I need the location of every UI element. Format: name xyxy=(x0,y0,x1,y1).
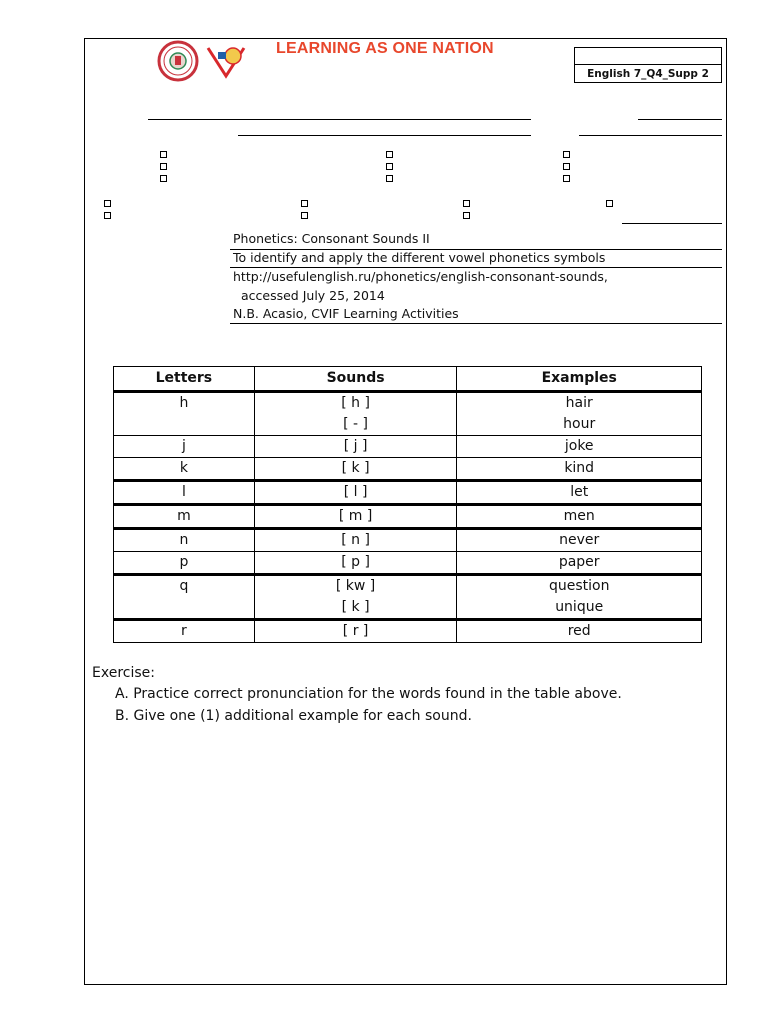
checkbox[interactable] xyxy=(104,200,111,207)
page-title: LEARNING AS ONE NATION xyxy=(276,40,494,57)
examples-cell: never xyxy=(457,529,702,552)
table-row xyxy=(114,392,702,436)
table-row xyxy=(114,552,702,575)
checkbox[interactable] xyxy=(301,212,308,219)
exercise-item-a: A. Practice correct pronunciation for the words found in the table above. xyxy=(115,686,622,702)
sounds-cell: [ j ] xyxy=(254,436,457,458)
checkbox[interactable] xyxy=(563,163,570,170)
checkbox[interactable] xyxy=(563,175,570,182)
table-row xyxy=(114,529,702,552)
checkbox[interactable] xyxy=(160,163,167,170)
code-box-divider xyxy=(575,64,721,65)
checkbox[interactable] xyxy=(563,151,570,158)
examples-cell: let xyxy=(457,481,702,505)
sounds-cell: [ p ] xyxy=(254,552,457,575)
table-header-row xyxy=(114,367,702,392)
reference-text: http://usefulenglish.ru/phonetics/english-consonant-sounds, xyxy=(233,269,608,284)
header-sounds: Sounds xyxy=(254,367,457,392)
sounds-cell: [ k ] xyxy=(254,458,457,481)
letter-cell: q xyxy=(114,575,255,620)
topic-text: Phonetics: Consonant Sounds II xyxy=(233,231,430,246)
document-code: English 7_Q4_Supp 2 xyxy=(587,68,709,80)
table-row xyxy=(114,505,702,529)
table-row xyxy=(114,458,702,481)
checkbox[interactable] xyxy=(301,200,308,207)
checkbox[interactable] xyxy=(463,212,470,219)
sound-symbol: [ - ] xyxy=(343,416,369,432)
header-examples: Examples xyxy=(457,367,702,392)
letter-cell: k xyxy=(114,458,255,481)
reference-date: accessed July 25, 2014 xyxy=(241,288,385,303)
example-word: hair xyxy=(565,395,593,411)
checkbox[interactable] xyxy=(386,175,393,182)
table-row xyxy=(114,436,702,458)
sounds-cell: [ l ] xyxy=(254,481,457,505)
sounds-cell: [ m ] xyxy=(254,505,457,529)
letter-cell: j xyxy=(114,436,255,458)
blank-line xyxy=(238,135,531,136)
checkbox[interactable] xyxy=(463,200,470,207)
blank-line xyxy=(148,119,531,120)
sound-symbol: [ h ] xyxy=(341,395,370,411)
blank-line xyxy=(579,135,722,136)
blank-line xyxy=(622,223,722,224)
sounds-cell xyxy=(254,575,457,620)
consonant-table xyxy=(113,366,702,643)
examples-cell: joke xyxy=(457,436,702,458)
checkbox[interactable] xyxy=(386,151,393,158)
author-text: N.B. Acasio, CVIF Learning Activities xyxy=(233,306,459,321)
letter-cell: r xyxy=(114,620,255,643)
info-rule xyxy=(230,323,722,324)
examples-cell: red xyxy=(457,620,702,643)
sounds-cell: [ n ] xyxy=(254,529,457,552)
letter-cell: l xyxy=(114,481,255,505)
code-box xyxy=(574,47,722,83)
letter-cell: n xyxy=(114,529,255,552)
checkbox[interactable] xyxy=(160,151,167,158)
school-seal-logo xyxy=(155,40,201,82)
checkbox[interactable] xyxy=(606,200,613,207)
examples-cell xyxy=(457,392,702,436)
sounds-cell xyxy=(254,392,457,436)
examples-cell: kind xyxy=(457,458,702,481)
info-rule xyxy=(230,267,722,268)
deped-logo xyxy=(204,42,250,80)
blank-line xyxy=(638,119,722,120)
example-word: question xyxy=(548,578,610,594)
sounds-cell: [ r ] xyxy=(254,620,457,643)
letter-cell: p xyxy=(114,552,255,575)
letter-cell: m xyxy=(114,505,255,529)
sound-symbol: [ kw ] xyxy=(335,578,376,594)
examples-cell xyxy=(457,575,702,620)
exercise-item-b: B. Give one (1) additional example for each sound. xyxy=(115,708,472,724)
example-word: unique xyxy=(555,599,604,615)
letter-cell: h xyxy=(114,392,255,436)
examples-cell: men xyxy=(457,505,702,529)
examples-cell: paper xyxy=(457,552,702,575)
example-word: hour xyxy=(563,416,596,432)
header-letters: Letters xyxy=(114,367,255,392)
objective-text: To identify and apply the different vowel phonetics symbols xyxy=(233,250,606,265)
table-row xyxy=(114,481,702,505)
checkbox[interactable] xyxy=(104,212,111,219)
sound-symbol: [ k ] xyxy=(341,599,370,615)
table-row xyxy=(114,620,702,643)
checkbox[interactable] xyxy=(386,163,393,170)
exercise-label: Exercise: xyxy=(92,665,155,681)
checkbox[interactable] xyxy=(160,175,167,182)
table-row xyxy=(114,575,702,620)
